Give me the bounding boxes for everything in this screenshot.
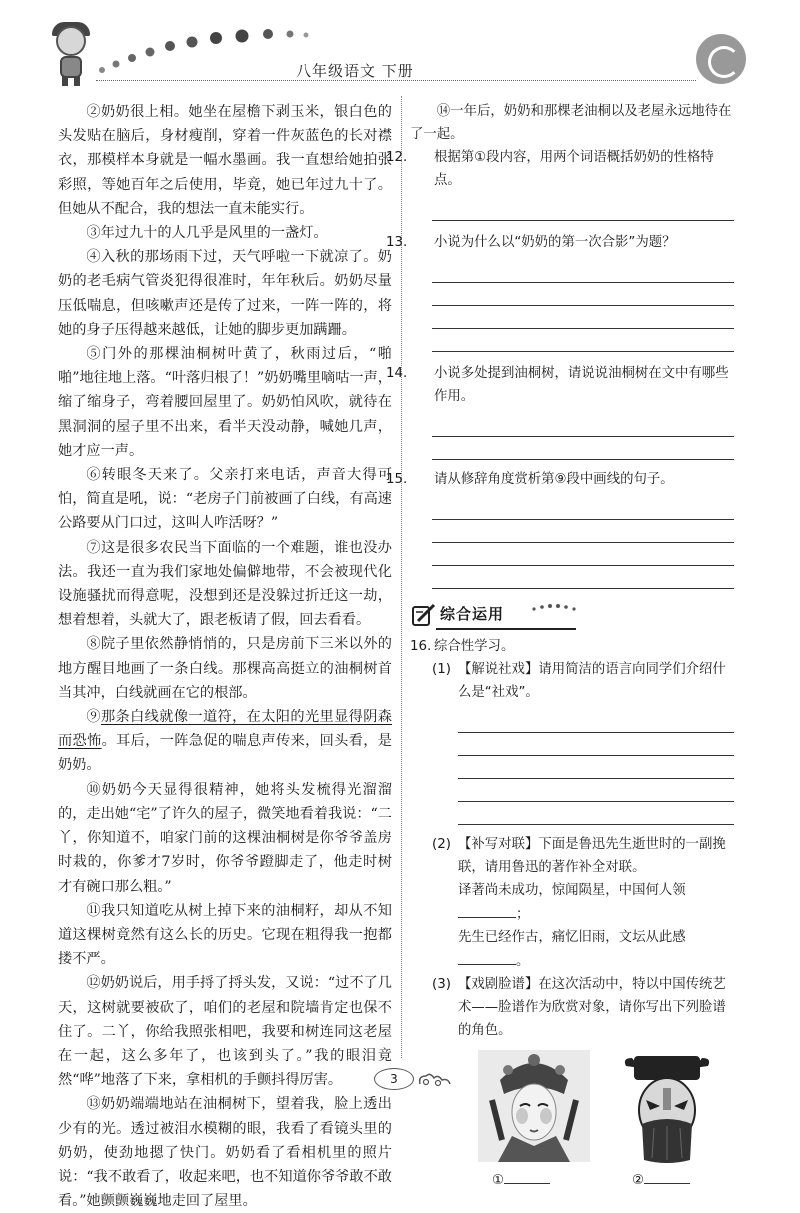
sub-number: (2) [432, 837, 451, 852]
couplet-line-1: 译著尚未成功，惊闻陨星，中国何人领； [458, 883, 686, 922]
page-header [0, 0, 800, 92]
question-text: 请从修辞角度赏析第⑨段中画线的句子。 [434, 472, 674, 487]
answer-lines[interactable] [432, 710, 734, 825]
couplet-blank[interactable] [458, 949, 516, 965]
subquestion-2 [410, 833, 734, 973]
story-paragraph: ②奶奶很上相。她坐在屋檐下剥玉米，银白色的头发贴在脑后，身材瘦削，穿着一件灰蓝色的长对襟衣，那模样本身就是一幅水墨画。我一直想给她拍张彩照，等她百年之后使用，毕竟，她已年过九十了。但她从不配合，我的想法一直未能实行。 [58, 104, 392, 217]
underlined-sentence: 那条白线就像一道符，在太阳的光里显得阴森而恐怖 [58, 709, 392, 750]
question-number: 14. [386, 366, 408, 381]
subquestion-1 [410, 658, 734, 825]
sub-tag: 【补写对联】 [458, 837, 539, 852]
paragraph-number: ⑨ [86, 709, 101, 726]
answer-line[interactable] [432, 566, 734, 589]
question-text: 小说多处提到油桐树，请说说油桐树在文中有哪些作用。 [434, 366, 729, 404]
story-paragraph: ⑥转眼冬天来了。父亲打来电话，声音大得可怕，简直是吼，说：“老房子门前被画了白线，有高速公路要从门口过，这叫人咋活呀？” [58, 467, 392, 532]
mask-answer-blank[interactable] [504, 1168, 550, 1184]
mask-answer-blank[interactable] [644, 1168, 690, 1184]
question-number: 12. [386, 150, 408, 165]
answer-line[interactable] [432, 260, 734, 283]
answer-line[interactable] [432, 543, 734, 566]
sub-tag: 【解说社戏】 [458, 662, 539, 677]
answer-lines[interactable] [410, 414, 734, 460]
story-paragraph: ⑬奶奶端端地站在油桐树下，望着我，脸上透出少有的光。透过被泪水模糊的眼，我看了看镜头里的奶奶，使劲地摁了快门。奶奶看了看相机里的照片说：“我不敢看了，收起来吧，也不知道你爷爷敢不敢看。”她颤颤巍巍地走回了屋里。 [58, 1096, 392, 1210]
answer-line[interactable] [432, 437, 734, 460]
answer-line[interactable] [458, 733, 734, 756]
answer-lines[interactable] [410, 497, 734, 589]
sub-tag: 【戏剧脸谱】 [458, 977, 539, 992]
paragraph-rest: 。耳后，一阵急促的喘息声传来，回头看，是奶奶。 [58, 733, 392, 774]
story-paragraph-9 [58, 705, 392, 778]
answer-line[interactable] [432, 497, 734, 520]
subquestion-3 [410, 973, 734, 1042]
question-14 [386, 362, 734, 460]
dots-decoration-icon [530, 601, 580, 613]
mask-label-1: ① [492, 1168, 550, 1188]
sub-text: 下面是鲁迅先生逝世时的一副挽联，请用鲁迅的著作补全对联。 [458, 837, 726, 875]
couplet-line-2: 先生已经作古，痛忆旧雨，文坛从此感。 [458, 930, 686, 969]
answer-line[interactable] [458, 779, 734, 802]
answer-line[interactable] [458, 802, 734, 825]
opera-masks [410, 1050, 734, 1200]
swirl-logo-icon [696, 34, 746, 84]
story-paragraph: ⑦这是很多农民当下面临的一个难题，谁也没办法。我还一直为我们家地处偏僻地带，不会被现代化设施骚扰而得意呢，没想到还是没躲过折迁这一劫，想着想着，头就大了，跟老板请了假，回去看看。 [58, 539, 392, 629]
story-paragraph: ⑫奶奶说后，用手捋了捋头发，又说：“过不了几天，这树就要被砍了，咱们的老屋和院墙肯定也保不住了。二丫，你给我照张相吧，我要和树连同这老屋在一起，这么多年了，也该到头了。”我的眼泪竟然“哗”地落了下来，拿相机的手颤抖得厉害。 [58, 975, 392, 1089]
question-text: 小说为什么以“奶奶的第一次合影”为题？ [434, 235, 676, 250]
story-paragraph: ⑪我只知道吃从树上掉下来的油桐籽，却从不知道这棵树竟然有这么长的历史。它现在粗得我一抱都搂不严。 [58, 902, 392, 968]
sub-number: (1) [432, 662, 451, 677]
section-title: 综合运用 [440, 605, 505, 623]
answer-line[interactable] [432, 306, 734, 329]
question-16 [410, 635, 734, 658]
question-text: 综合性学习。 [434, 639, 515, 654]
opera-mask-jing-image [620, 1054, 714, 1164]
mask-label-2: ② [632, 1168, 690, 1188]
story-column [58, 100, 392, 1213]
story-paragraph-14: ⑭一年后，奶奶和那棵老油桐以及老屋永远地待在了一起。 [410, 104, 732, 142]
answer-line[interactable] [458, 710, 734, 733]
page-number: 3 [374, 1068, 414, 1090]
question-13 [386, 231, 734, 352]
couplet-blank[interactable] [458, 902, 516, 918]
answer-lines[interactable] [410, 260, 734, 352]
questions-column [386, 100, 734, 1200]
question-number: 15. [386, 472, 408, 487]
sub-text: 请用简洁的语言向同学们介绍什么是“社戏”。 [458, 662, 726, 700]
sub-text: 在这次活动中，特以中国传统艺术——脸谱作为欣赏对象，请你写出下列脸谱的角色。 [458, 977, 726, 1038]
cloud-swirl-icon [416, 1070, 454, 1090]
answer-line[interactable] [432, 198, 734, 221]
answer-line[interactable] [432, 283, 734, 306]
dots-decoration-icon [96, 24, 316, 84]
story-paragraph: ⑩奶奶今天显得很精神，她将头发梳得光溜溜的，走出她“宅”了许久的屋子，微笑地看着我说：“二丫，你知道不，咱家门前的这棵油桐树是你爷爷盖房时栽的，你爹才7岁时，你爷爷蹬脚走了，他走时树才有碗口那么粗。” [58, 781, 392, 895]
answer-line[interactable] [432, 414, 734, 437]
story-paragraph: ⑧院子里依然静悄悄的，只是房前下三米以外的地方醒目地画了一条白线。那棵高高挺立的油桐树首当其冲，白线就画在它的根部。 [58, 636, 392, 701]
question-number: 13. [386, 235, 408, 250]
section-underline [436, 628, 576, 630]
mascot-icon [46, 26, 94, 86]
answer-line[interactable] [432, 329, 734, 352]
question-12 [386, 146, 734, 221]
page-title: 八年级语文 下册 [296, 62, 414, 80]
question-number: 16. [410, 639, 432, 654]
story-paragraph: ④入秋的那场雨下过，天气呼啦一下就凉了。奶奶的老毛病气管炎犯得很准时，年年秋后。奶奶尽量压低喘息，但咳嗽声还是传了过来，一阵一阵的，将她的身子压得越来越低，让她的脚步更加蹒跚。 [58, 249, 392, 338]
answer-line[interactable] [432, 520, 734, 543]
page-footer [374, 1066, 454, 1094]
question-text: 根据第①段内容，用两个词语概括奶奶的性格特点。 [434, 150, 714, 188]
section-heading [410, 595, 734, 635]
sub-number: (3) [432, 977, 451, 992]
pen-icon [410, 601, 438, 629]
answer-line[interactable] [458, 756, 734, 779]
question-15 [386, 468, 734, 589]
opera-mask-dan-image [478, 1050, 590, 1162]
story-paragraph: ⑤门外的那棵油桐树叶黄了，秋雨过后，“啪啪”地往地上落。“叶落归根了！”奶奶嘴里嘀咕一声，缩了缩身子，弯着腰回屋里了。奶奶怕风吹，就待在黑洞洞的屋子里不出来，看半天没动静，喊她几声，她才应一声。 [58, 346, 392, 459]
answer-lines[interactable] [410, 198, 734, 221]
story-paragraph: ③年过九十的人几乎是风里的一盏灯。 [86, 225, 328, 242]
